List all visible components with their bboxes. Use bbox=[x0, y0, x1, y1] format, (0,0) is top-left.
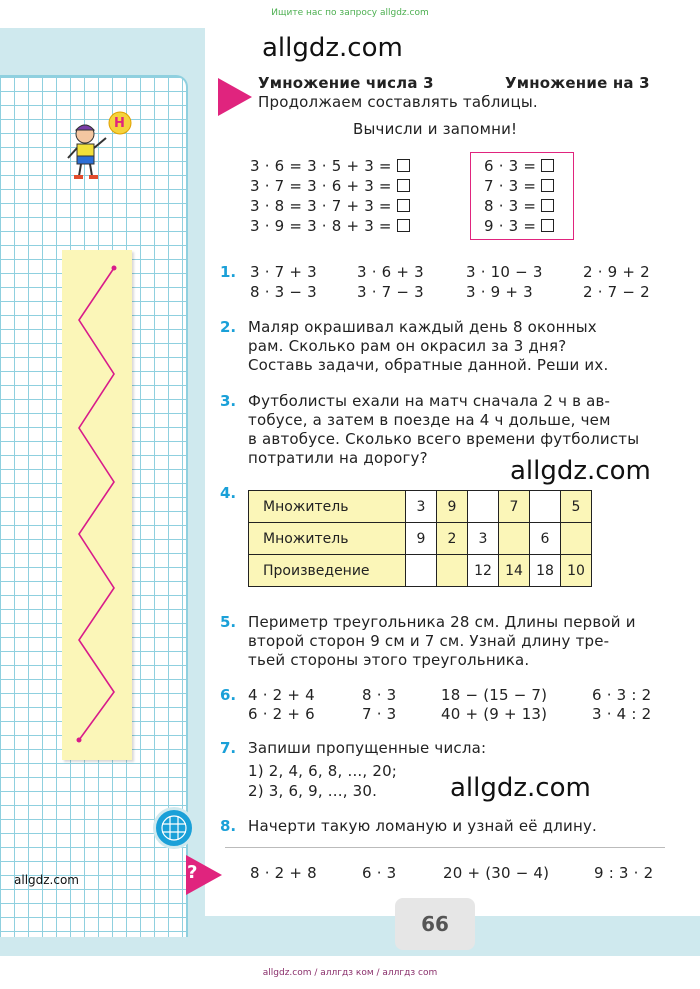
task-number: 3. bbox=[220, 392, 237, 410]
right-row: 8 · 3 = bbox=[484, 197, 554, 215]
expression: 8 · 3 bbox=[362, 686, 397, 704]
bottom-link[interactable]: allgdz.com / аллгдз ком / аллгдз com bbox=[262, 968, 438, 978]
row-label: Множитель bbox=[249, 491, 406, 523]
expression: 9 : 3 · 2 bbox=[594, 864, 654, 882]
task-number: 8. bbox=[220, 817, 237, 835]
task-number: 4. bbox=[220, 484, 237, 502]
divider bbox=[225, 847, 665, 848]
expression: 3 · 6 + 3 bbox=[357, 263, 424, 281]
expression: 3 · 7 + 3 bbox=[250, 263, 317, 281]
expression: 8 · 2 + 8 bbox=[250, 864, 317, 882]
expression: 3 · 9 + 3 bbox=[466, 283, 533, 301]
task-text: рам. Сколько рам он окрасил за 3 дня? bbox=[248, 337, 567, 355]
task-text: Запиши пропущенные числа: bbox=[248, 739, 487, 757]
task-number: 5. bbox=[220, 613, 237, 631]
expression: 7 · 3 bbox=[362, 705, 397, 723]
expression: 3 · 10 − 3 bbox=[466, 263, 543, 281]
table-cell: 9 bbox=[406, 523, 437, 555]
table-cell bbox=[499, 523, 530, 555]
task-text: Начерти такую ломаную и узнай её длину. bbox=[248, 817, 598, 835]
expression: 8 · 3 − 3 bbox=[250, 283, 317, 301]
task-text: потратили на дорогу? bbox=[248, 449, 428, 467]
table-cell: 3 bbox=[406, 491, 437, 523]
table-cell: 14 bbox=[499, 555, 530, 587]
task-number: 7. bbox=[220, 739, 237, 757]
watermark: allgdz.com bbox=[450, 773, 591, 803]
question-mark: ? bbox=[187, 862, 198, 883]
row-label: Множитель bbox=[249, 523, 406, 555]
top-link[interactable]: Ищите нас по запросу allgdz.com bbox=[271, 8, 429, 18]
table-cell: 9 bbox=[437, 491, 468, 523]
left-row: 3 · 9 = 3 · 8 + 3 = bbox=[250, 217, 410, 235]
table-cell: 12 bbox=[468, 555, 499, 587]
expression: 40 + (9 + 13) bbox=[441, 705, 548, 723]
left-row: 3 · 6 = 3 · 5 + 3 = bbox=[250, 157, 410, 175]
task-text: второй сторон 9 см и 7 см. Узнай длину тре- bbox=[248, 632, 610, 650]
header-right: Умножение на 3 bbox=[505, 74, 650, 92]
watermark: allgdz.com bbox=[14, 873, 79, 887]
task-text: тьей стороны этого треугольника. bbox=[248, 651, 530, 669]
table-cell: 10 bbox=[561, 555, 592, 587]
table-cell bbox=[406, 555, 437, 587]
expression: 18 − (15 − 7) bbox=[441, 686, 548, 704]
table-cell: 5 bbox=[561, 491, 592, 523]
right-row: 6 · 3 = bbox=[484, 157, 554, 175]
multiplication-table bbox=[248, 490, 592, 587]
task-text: в автобусе. Сколько всего времени футболисты bbox=[248, 430, 640, 448]
task-number: 2. bbox=[220, 318, 237, 336]
table-cell: 7 bbox=[499, 491, 530, 523]
watermark: allgdz.com bbox=[262, 33, 403, 63]
expression: 20 + (30 − 4) bbox=[443, 864, 550, 882]
grid-globe-icon bbox=[153, 807, 195, 849]
right-row: 9 · 3 = bbox=[484, 217, 554, 235]
table-cell bbox=[468, 491, 499, 523]
section-marker-icon bbox=[218, 78, 252, 116]
right-row: 7 · 3 = bbox=[484, 177, 554, 195]
table-row bbox=[249, 555, 592, 587]
badge-letter: Н bbox=[114, 116, 125, 131]
expression: 2 · 7 − 2 bbox=[583, 283, 650, 301]
task-text: Маляр окрашивал каждый день 8 оконных bbox=[248, 318, 597, 336]
page-number: 66 bbox=[395, 898, 475, 950]
task-text: тобусе, а затем в поезде на 4 ч дольше, чем bbox=[248, 411, 611, 429]
expression: 6 · 3 : 2 bbox=[592, 686, 652, 704]
expression: 2 · 9 + 2 bbox=[583, 263, 650, 281]
row-label: Произведение bbox=[249, 555, 406, 587]
table-row bbox=[249, 523, 592, 555]
left-row: 3 · 7 = 3 · 6 + 3 = bbox=[250, 177, 410, 195]
header-subtitle: Продолжаем составлять таблицы. bbox=[258, 93, 538, 111]
table-cell: 18 bbox=[530, 555, 561, 587]
watermark: allgdz.com bbox=[510, 456, 651, 486]
table-cell: 3 bbox=[468, 523, 499, 555]
task-text: 1) 2, 4, 6, 8, ..., 20; bbox=[248, 762, 398, 780]
expression: 3 · 7 − 3 bbox=[357, 283, 424, 301]
task-number: 1. bbox=[220, 263, 237, 281]
polyline-drawing bbox=[62, 250, 132, 760]
left-row: 3 · 8 = 3 · 7 + 3 = bbox=[250, 197, 410, 215]
table-cell: 6 bbox=[530, 523, 561, 555]
compute-instruction: Вычисли и запомни! bbox=[353, 120, 518, 138]
task-text: 2) 3, 6, 9, ..., 30. bbox=[248, 782, 378, 800]
table-cell bbox=[561, 523, 592, 555]
header-left: Умножение числа 3 bbox=[258, 74, 434, 92]
task-text: Футболисты ехали на матч сначала 2 ч в ав- bbox=[248, 392, 611, 410]
expression: 3 · 4 : 2 bbox=[592, 705, 652, 723]
expression: 6 · 3 bbox=[362, 864, 397, 882]
task-text: Периметр треугольника 28 см. Длины первой и bbox=[248, 613, 636, 631]
cartoon-figure-icon bbox=[62, 108, 142, 184]
table-cell bbox=[530, 491, 561, 523]
table-cell bbox=[437, 555, 468, 587]
task-text: Составь задачи, обратные данной. Реши их. bbox=[248, 356, 609, 374]
task-number: 6. bbox=[220, 686, 237, 704]
expression: 6 · 2 + 6 bbox=[248, 705, 315, 723]
expression: 4 · 2 + 4 bbox=[248, 686, 315, 704]
table-row bbox=[249, 491, 592, 523]
table-cell: 2 bbox=[437, 523, 468, 555]
